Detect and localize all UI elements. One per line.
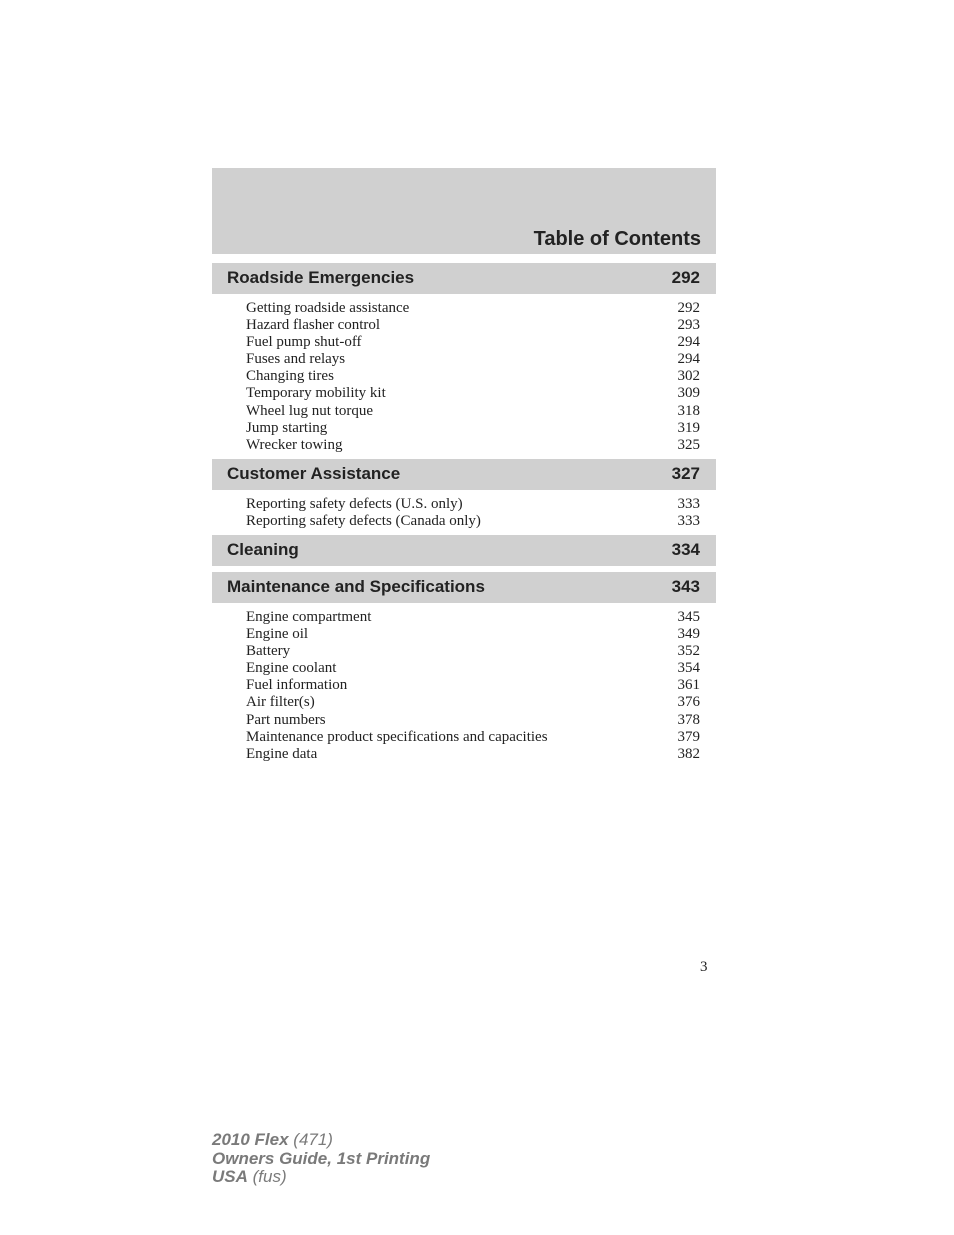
toc-entry[interactable] — [246, 609, 700, 626]
toc-entry[interactable] — [246, 317, 700, 334]
entry-page: 361 — [677, 677, 700, 694]
entry-label: Air filter(s) — [246, 694, 315, 711]
toc-entry[interactable] — [246, 694, 700, 711]
entry-label: Changing tires — [246, 368, 334, 385]
section-entries-customer-assistance — [246, 496, 700, 530]
section-title: Maintenance and Specifications — [227, 577, 485, 596]
entry-page: 325 — [677, 436, 700, 453]
entry-label: Battery — [246, 643, 291, 660]
entry-label: Maintenance product specifications and capacities — [246, 728, 548, 745]
toc-entry[interactable] — [246, 513, 700, 530]
section-page: 327 — [671, 464, 700, 483]
section-header-cleaning[interactable] — [212, 535, 716, 566]
entry-label: Hazard flasher control — [246, 317, 381, 334]
page-title: Table of Contents — [533, 228, 701, 250]
entry-label: Reporting safety defects (Canada only) — [246, 513, 481, 530]
entry-label: Engine coolant — [246, 660, 337, 677]
toc-entry[interactable] — [246, 643, 700, 660]
entry-label: Getting roadside assistance — [246, 300, 410, 316]
section-page: 343 — [671, 577, 700, 596]
entry-page: 333 — [677, 496, 700, 512]
entry-page: 379 — [677, 728, 700, 745]
toc-entry[interactable] — [246, 385, 700, 402]
entry-page: 294 — [677, 351, 700, 368]
toc-entry[interactable] — [246, 334, 700, 351]
toc-entry[interactable] — [246, 626, 700, 643]
entry-page: 333 — [677, 513, 700, 530]
entry-page: 294 — [677, 334, 700, 351]
entry-label: Engine data — [246, 745, 318, 762]
toc-entry[interactable] — [246, 712, 700, 729]
entry-label: Wheel lug nut torque — [246, 402, 374, 419]
entry-page: 309 — [677, 385, 700, 402]
entry-page: 345 — [677, 609, 700, 625]
entry-page: 352 — [677, 643, 700, 660]
section-title: Customer Assistance — [227, 464, 401, 483]
entry-page: 378 — [677, 711, 700, 728]
entry-label: Engine oil — [246, 626, 309, 643]
entry-label: Jump starting — [246, 419, 328, 436]
section-page: 334 — [671, 540, 700, 559]
toc-entry[interactable] — [246, 437, 700, 454]
footer-line-model — [212, 1131, 430, 1150]
toc-entry[interactable] — [246, 729, 700, 746]
section-header-maintenance-and-specifications[interactable] — [212, 572, 716, 603]
footer-edition: Owners Guide, 1st Printing — [212, 1148, 431, 1168]
entry-page: 349 — [677, 626, 700, 643]
entry-page: 318 — [677, 402, 700, 419]
section-entries-roadside-emergencies — [246, 300, 700, 454]
entry-page: 302 — [677, 368, 700, 385]
toc-entry[interactable] — [246, 351, 700, 368]
section-page: 292 — [671, 268, 700, 287]
entry-label: Part numbers — [246, 711, 326, 728]
toc-entry[interactable] — [246, 300, 700, 317]
toc-entry[interactable] — [246, 660, 700, 677]
document-footer — [212, 1131, 430, 1187]
page-number: 3 — [700, 959, 708, 975]
entry-label: Fuses and relays — [246, 351, 346, 368]
toc-entry[interactable] — [246, 677, 700, 694]
entry-page: 319 — [677, 419, 700, 436]
section-header-roadside-emergencies[interactable] — [212, 263, 716, 294]
entry-page: 354 — [677, 660, 700, 677]
entry-page: 376 — [677, 694, 700, 711]
footer-line-edition — [212, 1150, 430, 1169]
entry-page: 382 — [677, 745, 700, 762]
entry-label: Wrecker towing — [246, 436, 343, 453]
footer-market-code: (fus) — [247, 1167, 287, 1186]
entry-page: 293 — [677, 317, 700, 334]
section-header-customer-assistance[interactable] — [212, 459, 716, 490]
toc-entry[interactable] — [246, 420, 700, 437]
toc-entry[interactable] — [246, 368, 700, 385]
toc-entry[interactable] — [246, 403, 700, 420]
entry-label: Reporting safety defects (U.S. only) — [246, 496, 463, 512]
section-title: Roadside Emergencies — [227, 268, 415, 287]
entry-label: Temporary mobility kit — [246, 385, 386, 402]
entry-label: Fuel pump shut-off — [246, 334, 362, 351]
footer-model: 2010 Flex — [212, 1130, 289, 1149]
entry-label: Fuel information — [246, 677, 348, 694]
footer-line-market — [212, 1168, 430, 1187]
toc-header-band — [212, 168, 716, 254]
entry-label: Engine compartment — [246, 609, 372, 625]
toc-entry[interactable] — [246, 496, 700, 513]
footer-model-code: (471) — [288, 1130, 333, 1149]
entry-page: 292 — [677, 300, 700, 316]
footer-market: USA — [212, 1167, 248, 1186]
toc-entry[interactable] — [246, 746, 700, 763]
section-entries-maintenance-and-specifications — [246, 609, 700, 763]
section-title: Cleaning — [227, 540, 299, 559]
